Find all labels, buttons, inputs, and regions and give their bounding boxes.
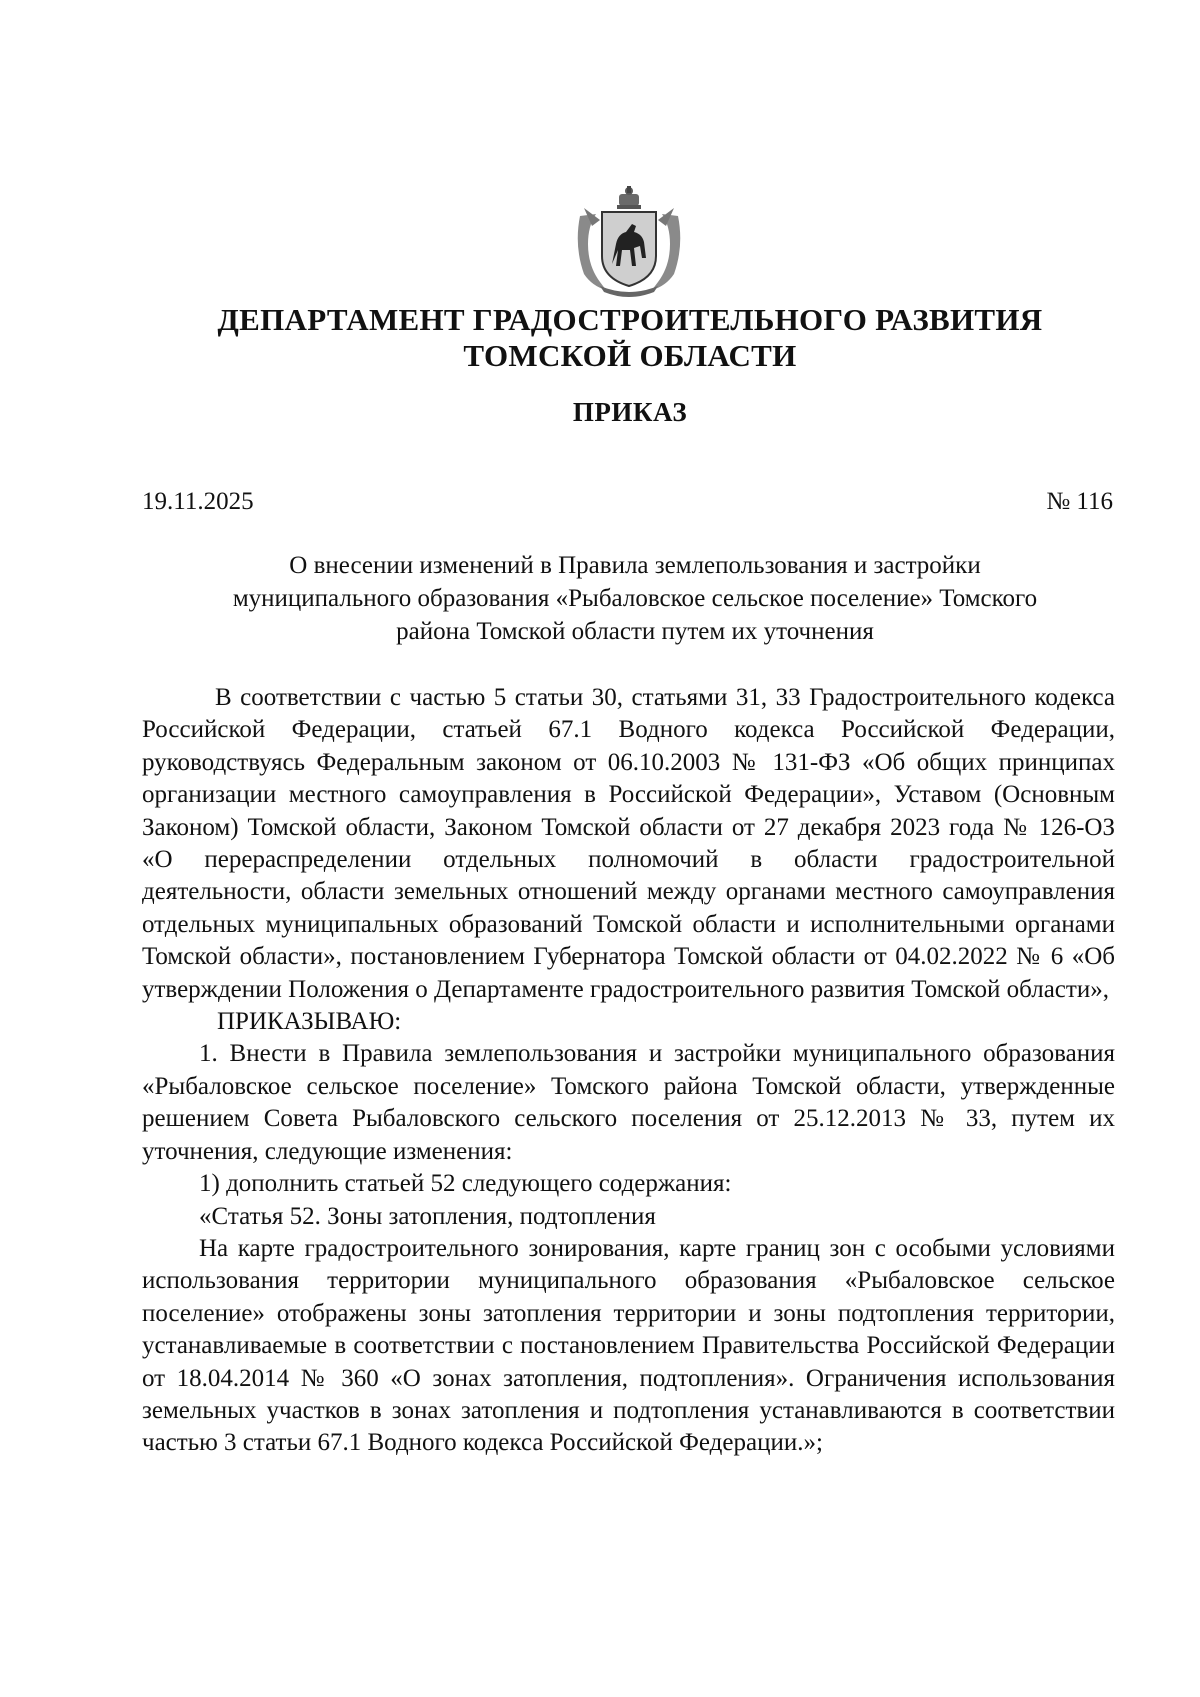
article-text-paragraph: На карте градостроительного зонирования, карте границ зон с особыми условиями использования территории муниципального образования «Рыбаловское сельское поселение» отображены зоны затопления территории и зоны подтопления территории, устанавливаемые в соответствии с постановлением Правительства Российской Федерации от 18.04.2014 № 360 «О зонах затопления, подтопления». Ограничения использования земельных участков в зонах затопления и подтопления устанавливаются в соответствии частью 3 статьи 67.1 Водного кодекса Российской Федерации.»; — [142, 1234, 1115, 1457]
subitem-1-paragraph: 1) дополнить статьей 52 следующего содержания: — [199, 1170, 732, 1198]
subject-line1: О внесении изменений в Правила землепользования и застройки — [289, 552, 981, 579]
preamble-paragraph: В соответствии с частью 5 статьи 30, статьями 31, 33 Градостроительного кодекса Российской Федерации, статьей 67.1 Водного кодекса Российской Федерации, руководствуясь Федеральным законом от 06.10.2003 № 131-ФЗ «Об общих принципах организации местного самоуправления в Российской Федерации», Уставом (Основным Законом) Томской области, Законом Томской области от 27 декабря 2023 года № 126-ОЗ «О перераспределении отдельных полномочий в области градостроительной деятельности, области земельных отношений между органами местного самоуправления отдельных муниципальных образований Томской области и исполнительными органами Томской области», постановлением Губернатора Томской области от 04.02.2022 № 6 «Об утверждении Положения о Департаменте градостроительного развития Томской области», — [142, 684, 1115, 1003]
order-word: ПРИКАЗЫВАЮ: — [217, 1008, 402, 1036]
order-number: № 116 — [1046, 488, 1113, 515]
item-1-paragraph: 1. Внести в Правила землепользования и застройки муниципального образования «Рыбаловское сельское поселение» Томского района Томской области, утвержденные решением Совета Рыбаловского сельского поселения от 25.12.2013 № 33, путем их уточнения, следующие изменения: — [142, 1040, 1115, 1165]
subject-line3: района Томской области путем их уточнения — [396, 618, 874, 645]
order-date: 19.11.2025 — [142, 488, 254, 515]
order-body — [142, 682, 1115, 1460]
order-subject — [175, 549, 1095, 648]
article-title: «Статья 52. Зоны затопления, подтопления — [199, 1202, 656, 1230]
department-title-line1: ДЕПАРТАМЕНТ ГРАДОСТРОИТЕЛЬНОГО РАЗВИТИЯ — [217, 302, 1043, 337]
document-type: ПРИКАЗ — [572, 397, 688, 427]
department-title-line2: ТОМСКОЙ ОБЛАСТИ — [463, 338, 797, 373]
subject-line2: муниципального образования «Рыбаловское сельское поселение» Томского — [232, 585, 1038, 612]
crown-icon — [617, 186, 641, 209]
department-title — [130, 302, 1130, 374]
coat-of-arms-emblem — [570, 186, 688, 298]
